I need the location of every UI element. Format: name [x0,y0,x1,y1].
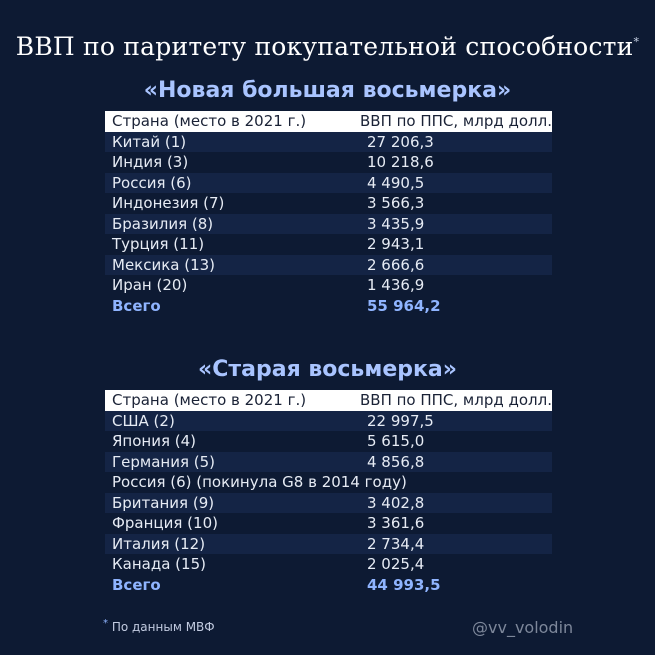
gdp-cell: 44 993,5 [367,575,441,594]
old-group-table [105,390,552,595]
table-row [105,193,552,214]
footnote-mark: * [103,618,108,629]
gdp-cell: 27 206,3 [367,132,434,151]
table-row [105,472,552,493]
gdp-cell: 3 435,9 [367,214,425,233]
gdp-cell: 4 490,5 [367,173,425,192]
country-cell: Британия (9) [112,493,215,512]
country-cell: Всего [112,296,161,315]
gdp-cell: 2 025,4 [367,555,425,573]
gdp-cell: 2 734,4 [367,534,425,553]
gdp-cell: 3 402,8 [367,493,425,512]
country-cell: Страна (место в 2021 г.) [112,391,307,409]
new-group-heading: «Новая большая восьмерка» [143,78,512,103]
table-row [105,214,552,235]
footnote [103,618,215,634]
table-row [105,534,552,555]
table-row [105,431,552,452]
country-cell: Мексика (13) [112,255,216,274]
country-cell: Китай (1) [112,132,187,151]
country-cell: США (2) [112,411,175,430]
table-row [105,411,552,432]
gdp-cell: ВВП по ППС, млрд долл. [359,112,552,130]
gdp-cell: 5 615,0 [367,432,425,450]
table-total-row [105,296,552,317]
table-row [105,173,552,194]
country-cell: Страна (место в 2021 г.) [112,112,307,130]
table-row [105,255,552,276]
country-cell: Россия (6) (покинула G8 в 2014 году) [112,473,407,491]
table-total-row [105,575,552,596]
country-cell: Турция (11) [112,235,205,253]
country-cell: Канада (15) [112,555,206,573]
table-row [105,554,552,575]
gdp-cell: 3 361,6 [367,514,425,532]
country-cell: Индонезия (7) [112,194,225,212]
new-group-table [105,111,552,316]
table-header [105,390,552,411]
country-cell: Франция (10) [112,514,218,532]
gdp-cell: 55 964,2 [367,296,441,315]
table-row [105,132,552,153]
gdp-cell: 22 997,5 [367,411,434,430]
table-row [105,452,552,473]
table-row [105,234,552,255]
gdp-cell: 10 218,6 [367,153,434,171]
country-cell: Индия (3) [112,153,189,171]
table-row [105,513,552,534]
title-footnote-mark: * [633,35,640,49]
table-header [105,111,552,132]
gdp-cell: 2 666,6 [367,255,425,274]
gdp-cell: 3 566,3 [367,194,425,212]
country-cell: Германия (5) [112,452,216,471]
table-row [105,152,552,173]
gdp-cell: 1 436,9 [367,276,425,294]
page-title [0,32,655,61]
country-cell: Иран (20) [112,276,188,294]
country-cell: Япония (4) [112,432,197,450]
country-cell: Италия (12) [112,534,206,553]
gdp-cell: 2 943,1 [367,235,425,253]
old-group-heading: «Старая восьмерка» [198,357,457,382]
country-cell: Всего [112,575,161,594]
author-handle: @vv_volodin [472,618,574,637]
country-cell: Бразилия (8) [112,214,214,233]
gdp-cell: ВВП по ППС, млрд долл. [359,391,552,409]
footnote-text: По данным МВФ [111,620,215,634]
gdp-cell: 4 856,8 [367,452,425,471]
table-row [105,275,552,296]
title-text: ВВП по паритету покупательной способности [15,32,634,61]
country-cell: Россия (6) [112,173,192,192]
table-row [105,493,552,514]
